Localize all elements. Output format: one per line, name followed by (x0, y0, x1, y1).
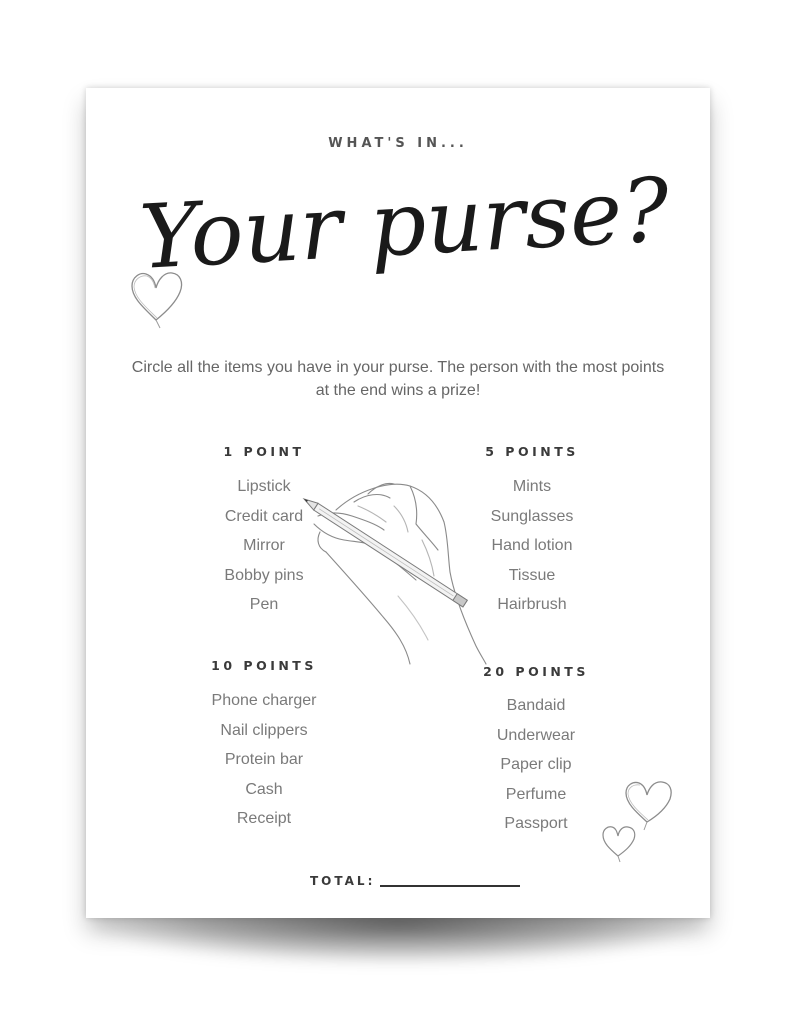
list-item: Phone charger (211, 692, 317, 709)
list-item: Sunglasses (490, 507, 574, 525)
list-item: Mints (512, 478, 552, 495)
list-item: Tissue (508, 566, 556, 584)
hand-with-pencil-icon (298, 476, 498, 666)
category-heading-10-points: 10 POINTS (211, 658, 317, 673)
pre-title: WHAT'S IN... (328, 136, 468, 151)
page-title (137, 136, 672, 326)
list-item: Bandaid (506, 697, 566, 714)
list-item: Paper clip (500, 756, 572, 774)
list-item: Hand lotion (491, 537, 573, 555)
category-heading-5-points: 5 POINTS (485, 444, 579, 459)
list-item: Lipstick (237, 478, 291, 495)
list-item: Nail clippers (220, 721, 308, 739)
heart-icon (126, 268, 186, 330)
list-item: Mirror (243, 537, 285, 555)
category-heading-1-point: 1 POINT (223, 444, 305, 459)
list-item: Hairbrush (497, 596, 567, 614)
category-heading-20-points: 20 POINTS (483, 664, 589, 679)
heart-icon (598, 822, 638, 864)
total-label: TOTAL: (310, 874, 376, 888)
list-item: Bobby pins (224, 566, 304, 584)
page-title-text: Your purse? (137, 158, 672, 289)
instructions-text: Circle all the items you have in your purse. The person with the most points at the end wins a prize! (131, 359, 665, 399)
list-item: Receipt (236, 810, 292, 828)
list-item: Pen (249, 596, 279, 614)
list-item: Underwear (496, 726, 576, 744)
list-item: Cash (245, 780, 283, 798)
category-list-10-points (164, 686, 364, 834)
list-item: Passport (504, 815, 568, 833)
list-item: Protein bar (224, 751, 304, 769)
list-item: Perfume (505, 785, 567, 803)
list-item: Credit card (224, 507, 304, 525)
total-blank-line (380, 885, 520, 887)
printable-sheet (86, 88, 710, 918)
category-list-20-points (436, 691, 636, 839)
